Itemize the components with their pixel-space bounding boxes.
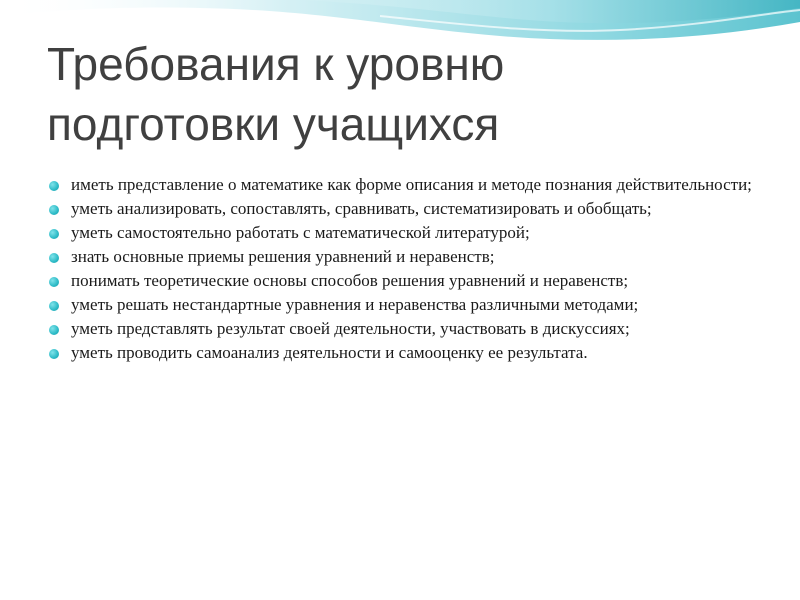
list-item [47,343,757,362]
requirements-list [47,175,757,367]
list-item [47,319,757,338]
bullet-icon [49,277,59,287]
list-item-text: уметь проводить самоанализ деятельности и самооценку ее результата. [71,343,588,362]
list-item-text: уметь представлять результат своей деятельности, участвовать в дискуссиях; [71,319,630,338]
bullet-icon [49,253,59,263]
list-item [47,223,757,242]
list-item [47,295,757,314]
list-item [47,199,757,218]
list-item-text: знать основные приемы решения уравнений и неравенств; [71,247,495,266]
list-item [47,271,757,290]
bullet-icon [49,229,59,239]
bullet-icon [49,325,59,335]
list-item-text: уметь самостоятельно работать с математической литературой; [71,223,530,242]
bullet-icon [49,301,59,311]
slide-title [47,34,747,154]
list-item-text: уметь анализировать, сопоставлять, сравнивать, систематизировать и обобщать; [71,199,652,218]
title-line-1: Требования к уровню [47,38,505,90]
bullet-icon [49,205,59,215]
bullet-icon [49,349,59,359]
list-item-text: уметь решать нестандартные уравнения и неравенства различными методами; [71,295,639,314]
list-item-text: иметь представление о математике как форме описания и методе познания действительности; [71,175,752,194]
title-line-2: подготовки учащихся [47,98,500,150]
bullet-icon [49,181,59,191]
list-item-text: понимать теоретические основы способов решения уравнений и неравенств; [71,271,629,290]
list-item [47,247,757,266]
list-item [47,175,757,194]
